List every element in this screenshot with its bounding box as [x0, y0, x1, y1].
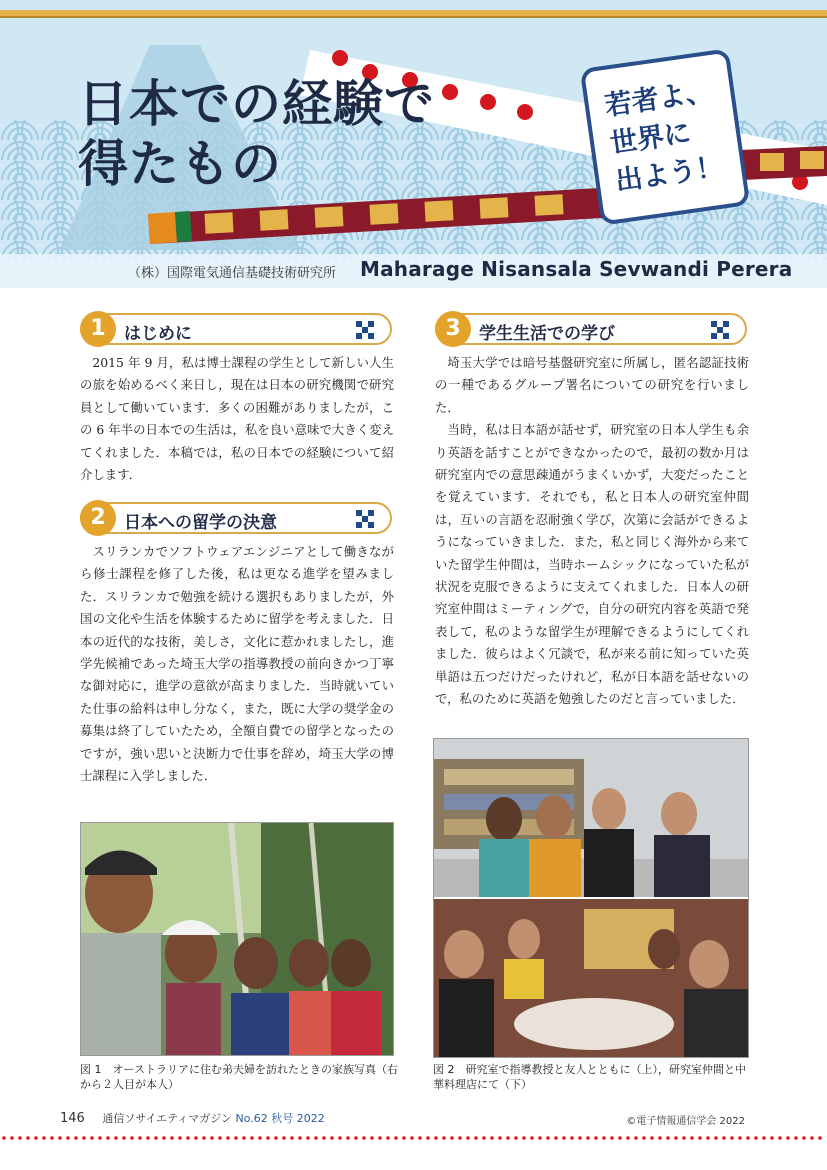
- checker-icon: [711, 321, 729, 339]
- title-line-2: 得たもの: [78, 135, 282, 193]
- rule-dot: [394, 1136, 398, 1140]
- rule-dot: [386, 1136, 390, 1140]
- issue-number: No.62: [235, 1112, 268, 1125]
- rule-dot: [594, 1136, 598, 1140]
- rule-dot: [690, 1136, 694, 1140]
- rule-dot: [514, 1136, 518, 1140]
- rule-dot: [426, 1136, 430, 1140]
- rule-dot: [802, 1136, 806, 1140]
- rule-dot: [90, 1136, 94, 1140]
- rule-dot: [10, 1136, 14, 1140]
- figure-1-caption: 図 1 オーストラリアに住む弟夫婦を訪れたときの家族写真（右から２人目が本人）: [80, 1063, 398, 1091]
- rule-dot: [18, 1136, 22, 1140]
- rule-dot: [466, 1136, 470, 1140]
- section-3-body: [435, 352, 749, 711]
- rule-dot: [210, 1136, 214, 1140]
- rule-dot: [458, 1136, 462, 1140]
- rule-dot: [202, 1136, 206, 1140]
- lab-photos-image: [434, 739, 748, 1057]
- checker-icon: [356, 321, 374, 339]
- figure-2-photo: [433, 738, 749, 1058]
- magazine-name: 通信ソサイエティマガジン: [102, 1112, 232, 1125]
- rule-dot: [410, 1136, 414, 1140]
- rule-dot: [810, 1136, 814, 1140]
- paragraph: スリランカでソフトウェアエンジニアとして働きながら修士課程を修了した後，私は更なる進学を望みました．スリランカで勉強を続ける選択もありましたが，外国の文化や生活を体験するために留学を考えました．日本の近代的な技術，美しさ，文化に惹かれましたし，進学先候補であった埼玉大学の指導教授の前向きかつ丁寧な御対応に，進学の意欲が高まりました．当時就いていた仕事の給料は申し分なく，また，既に大学の奨学金の募集は終了していたため，全額自費での留学となったのですが，強い思いと決断力で仕事を辞め，埼玉大学の博士課程に入学しました．: [80, 544, 394, 784]
- rule-dot: [154, 1136, 158, 1140]
- rule-dot: [474, 1136, 478, 1140]
- rule-dot: [370, 1136, 374, 1140]
- rule-dot: [714, 1136, 718, 1140]
- rule-dot: [58, 1136, 62, 1140]
- family-photo-image: [81, 823, 393, 1055]
- section-1-heading: [80, 313, 392, 345]
- rule-dot: [106, 1136, 110, 1140]
- issue-season: 秋号 2022: [271, 1112, 325, 1125]
- rule-dot: [450, 1136, 454, 1140]
- rule-dot: [786, 1136, 790, 1140]
- rule-dot: [194, 1136, 198, 1140]
- rule-dot: [770, 1136, 774, 1140]
- rule-dot: [298, 1136, 302, 1140]
- figure-1-photo: [80, 822, 394, 1056]
- rule-dot: [658, 1136, 662, 1140]
- rule-dot: [354, 1136, 358, 1140]
- section-number-badge: 2: [80, 500, 116, 536]
- paragraph: 2015 年 9 月，私は博士課程の学生として新しい人生の旅を始めるべく来日し，現在は日本の研究機関で研究員として働いています．多くの困難がありましたが，この 6 年半の日本での生活は，私を良い意味で大きく変えてくれました．本稿では，私の日本での経験について紹介します．: [80, 355, 394, 483]
- rule-dot: [346, 1136, 350, 1140]
- rule-dot: [562, 1136, 566, 1140]
- rule-dot: [82, 1136, 86, 1140]
- rule-dot: [554, 1136, 558, 1140]
- rule-dot: [250, 1136, 254, 1140]
- rule-dot: [642, 1136, 646, 1140]
- rule-dot: [66, 1136, 70, 1140]
- rule-dot: [666, 1136, 670, 1140]
- rule-dot: [490, 1136, 494, 1140]
- section-number-badge: 3: [435, 311, 471, 347]
- rule-dot: [746, 1136, 750, 1140]
- section-3-heading: [435, 313, 747, 345]
- checker-icon: [356, 510, 374, 528]
- rule-dot: [122, 1136, 126, 1140]
- rule-dot: [162, 1136, 166, 1140]
- paragraph: 埼玉大学では暗号基盤研究室に所属し，匿名認証技術の一種であるグループ署名についての研究を行いました．: [435, 355, 749, 415]
- series-badge: [580, 48, 751, 225]
- rule-dot: [722, 1136, 726, 1140]
- rule-dot: [274, 1136, 278, 1140]
- rule-dot: [610, 1136, 614, 1140]
- rule-dot: [178, 1136, 182, 1140]
- rule-dot: [442, 1136, 446, 1140]
- header-banner: [0, 0, 827, 288]
- rule-dot: [50, 1136, 54, 1140]
- rule-dot: [282, 1136, 286, 1140]
- rule-dot: [306, 1136, 310, 1140]
- rule-dot: [258, 1136, 262, 1140]
- rule-dot: [674, 1136, 678, 1140]
- author-affiliation: （株）国際電気通信基礎技術研究所: [128, 266, 337, 281]
- rule-dot: [378, 1136, 382, 1140]
- rule-dot: [2, 1136, 6, 1140]
- rule-dot: [618, 1136, 622, 1140]
- rule-dot: [338, 1136, 342, 1140]
- rule-dot: [522, 1136, 526, 1140]
- rule-dot: [818, 1136, 822, 1140]
- rule-dot: [418, 1136, 422, 1140]
- rule-dot: [794, 1136, 798, 1140]
- section-title: はじめに: [124, 324, 192, 344]
- rule-dot: [114, 1136, 118, 1140]
- rule-dot: [362, 1136, 366, 1140]
- section-title: 学生生活での学び: [479, 324, 615, 344]
- rule-dot: [186, 1136, 190, 1140]
- rule-dot: [570, 1136, 574, 1140]
- rule-dot: [530, 1136, 534, 1140]
- rule-dot: [138, 1136, 142, 1140]
- rule-dot: [42, 1136, 46, 1140]
- rule-dot: [434, 1136, 438, 1140]
- rule-dot: [762, 1136, 766, 1140]
- rule-dot: [26, 1136, 30, 1140]
- byline: [0, 254, 827, 288]
- section-1-body: [80, 352, 394, 486]
- rule-dot: [170, 1136, 174, 1140]
- article-title: [78, 74, 435, 194]
- copyright: ©電子情報通信学会 2022: [626, 1116, 745, 1127]
- rule-dot: [74, 1136, 78, 1140]
- badge-line-2: 世界に: [608, 117, 693, 160]
- badge-line-1: 若者よ、: [603, 76, 715, 122]
- rule-dot: [482, 1136, 486, 1140]
- section-title: 日本への留学の決意: [124, 513, 277, 533]
- rule-dot: [226, 1136, 230, 1140]
- rule-dot: [330, 1136, 334, 1140]
- rule-dot: [634, 1136, 638, 1140]
- rule-dot: [626, 1136, 630, 1140]
- rule-dot: [538, 1136, 542, 1140]
- footer-dotted-rule: [0, 1134, 827, 1142]
- rule-dot: [730, 1136, 734, 1140]
- rule-dot: [498, 1136, 502, 1140]
- rule-dot: [266, 1136, 270, 1140]
- rule-dot: [738, 1136, 742, 1140]
- rule-dot: [506, 1136, 510, 1140]
- rule-dot: [98, 1136, 102, 1140]
- figure-2-caption: 図 2 研究室で指導教授と友人とともに（上），研究室仲間と中華料理店にて（下）: [433, 1063, 746, 1091]
- rule-dot: [290, 1136, 294, 1140]
- author-name: Maharage Nisansala Sevwandi Perera: [360, 257, 793, 281]
- badge-line-3: 出よう！: [613, 151, 725, 198]
- rule-dot: [242, 1136, 246, 1140]
- rule-dot: [234, 1136, 238, 1140]
- section-2-body: [80, 541, 394, 787]
- rule-dot: [778, 1136, 782, 1140]
- rule-dot: [586, 1136, 590, 1140]
- rule-dot: [602, 1136, 606, 1140]
- rule-dot: [218, 1136, 222, 1140]
- rule-dot: [578, 1136, 582, 1140]
- rule-dot: [130, 1136, 134, 1140]
- title-line-1: 日本での経験で: [78, 75, 435, 133]
- rule-dot: [402, 1136, 406, 1140]
- section-number-badge: 1: [80, 311, 116, 347]
- section-2-heading: [80, 502, 392, 534]
- page-number: 146: [60, 1111, 85, 1126]
- rule-dot: [706, 1136, 710, 1140]
- rule-dot: [682, 1136, 686, 1140]
- paragraph: 当時，私は日本語が話せず，研究室の日本人学生も余り英語を話すことができなかったので，最初の数か月は研究室内での意思疎通がうまくいかず，大変だったことを覚えています．それでも，私と日本人の研究室仲間は，互いの言語を忍耐強く学び，次第に会話ができるようになっていきました．また，私と同じく海外から来ていた留学生仲間は，当時ホームシックになっていた私が状況を克服できるように支えてくれました．日本人の研究室仲間はミーティングで，自分の研究内容を英語で発表して，私のような留学生が理解できるようにしてくれました．彼らはよく冗談で，私が来る前に知っていた英単語は五つだけだったけれど，私が日本語を話せないので，私のために英語を勉強したのだと言っていました．: [435, 422, 749, 707]
- rule-dot: [146, 1136, 150, 1140]
- rule-dot: [322, 1136, 326, 1140]
- rule-dot: [546, 1136, 550, 1140]
- rule-dot: [650, 1136, 654, 1140]
- footer-info: [60, 1110, 325, 1126]
- rule-dot: [314, 1136, 318, 1140]
- rule-dot: [754, 1136, 758, 1140]
- rule-dot: [34, 1136, 38, 1140]
- rule-dot: [698, 1136, 702, 1140]
